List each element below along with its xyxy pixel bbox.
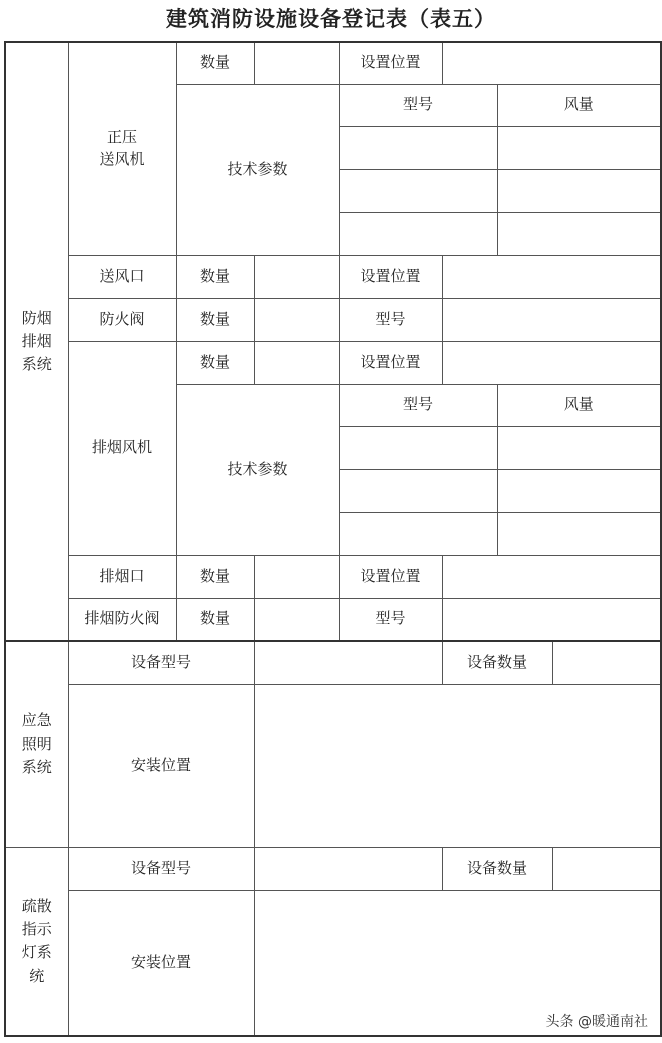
- input-pressure-fan-model[interactable]: [339, 169, 497, 212]
- input-emergency-device-model[interactable]: [254, 641, 442, 684]
- input-pressure-fan-model[interactable]: [339, 212, 497, 255]
- label-quantity: 数量: [176, 555, 254, 598]
- input-exhaust-fan-air-volume[interactable]: [497, 469, 661, 512]
- row-label-air-inlet: 送风口: [68, 255, 176, 298]
- label-location: 设置位置: [339, 555, 442, 598]
- system-label-emergency-lighting: 应急照明系统: [5, 641, 68, 847]
- input-smoke-outlet-location[interactable]: [442, 555, 661, 598]
- system-label-smoke-control: 防烟排烟系统: [5, 42, 68, 641]
- label-air-volume: 风量: [497, 384, 661, 426]
- label-device-model: 设备型号: [68, 847, 254, 890]
- label-quantity: 数量: [176, 598, 254, 641]
- input-exhaust-fan-air-volume[interactable]: [497, 512, 661, 555]
- input-pressure-fan-quantity[interactable]: [254, 42, 339, 84]
- row-label-pressure-fan: 正压 送风机: [68, 42, 176, 255]
- input-smoke-damper-quantity[interactable]: [254, 598, 339, 641]
- label-quantity: 数量: [176, 298, 254, 341]
- label-device-model: 设备型号: [68, 641, 254, 684]
- input-pressure-fan-air-volume[interactable]: [497, 169, 661, 212]
- label-tech-params: 技术参数: [176, 84, 339, 255]
- input-air-inlet-location[interactable]: [442, 255, 661, 298]
- input-pressure-fan-air-volume[interactable]: [497, 212, 661, 255]
- row-label-exhaust-fan: 排烟风机: [68, 341, 176, 555]
- input-exhaust-fan-location[interactable]: [442, 341, 661, 384]
- input-emergency-install-location[interactable]: [254, 684, 661, 847]
- label-quantity: 数量: [176, 341, 254, 384]
- input-evacuation-device-model[interactable]: [254, 847, 442, 890]
- label-air-volume: 风量: [497, 84, 661, 126]
- input-evacuation-device-quantity[interactable]: [552, 847, 661, 890]
- input-pressure-fan-model[interactable]: [339, 126, 497, 169]
- row-label-fire-damper: 防火阀: [68, 298, 176, 341]
- label-install-location: 安装位置: [68, 684, 254, 847]
- input-emergency-device-quantity[interactable]: [552, 641, 661, 684]
- input-exhaust-fan-model[interactable]: [339, 426, 497, 469]
- input-exhaust-fan-model[interactable]: [339, 469, 497, 512]
- input-air-inlet-quantity[interactable]: [254, 255, 339, 298]
- equipment-registration-table: [4, 41, 662, 1037]
- label-location: 设置位置: [339, 255, 442, 298]
- label-model: 型号: [339, 598, 442, 641]
- system-label-evacuation-signs: 疏散指示灯系统: [5, 847, 68, 1036]
- input-pressure-fan-air-volume[interactable]: [497, 126, 661, 169]
- input-smoke-outlet-quantity[interactable]: [254, 555, 339, 598]
- row-label-smoke-outlet: 排烟口: [68, 555, 176, 598]
- input-exhaust-fan-model[interactable]: [339, 512, 497, 555]
- label-model: 型号: [339, 84, 497, 126]
- input-fire-damper-model[interactable]: [442, 298, 661, 341]
- label-model: 型号: [339, 298, 442, 341]
- label-model: 型号: [339, 384, 497, 426]
- label-quantity: 数量: [176, 255, 254, 298]
- label-quantity: 数量: [176, 42, 254, 84]
- row-label-smoke-damper: 排烟防火阀: [68, 598, 176, 641]
- watermark: 头条 @暖通南社: [546, 1011, 648, 1031]
- input-pressure-fan-location[interactable]: [442, 42, 661, 84]
- label-tech-params: 技术参数: [176, 384, 339, 555]
- label-device-quantity: 设备数量: [442, 847, 552, 890]
- label-location: 设置位置: [339, 42, 442, 84]
- page-title: 建筑消防设施设备登记表（表五）: [166, 7, 496, 31]
- input-exhaust-fan-quantity[interactable]: [254, 341, 339, 384]
- label-install-location: 安装位置: [68, 890, 254, 1036]
- label-device-quantity: 设备数量: [442, 641, 552, 684]
- input-smoke-damper-model[interactable]: [442, 598, 661, 641]
- input-exhaust-fan-air-volume[interactable]: [497, 426, 661, 469]
- input-fire-damper-quantity[interactable]: [254, 298, 339, 341]
- label-location: 设置位置: [339, 341, 442, 384]
